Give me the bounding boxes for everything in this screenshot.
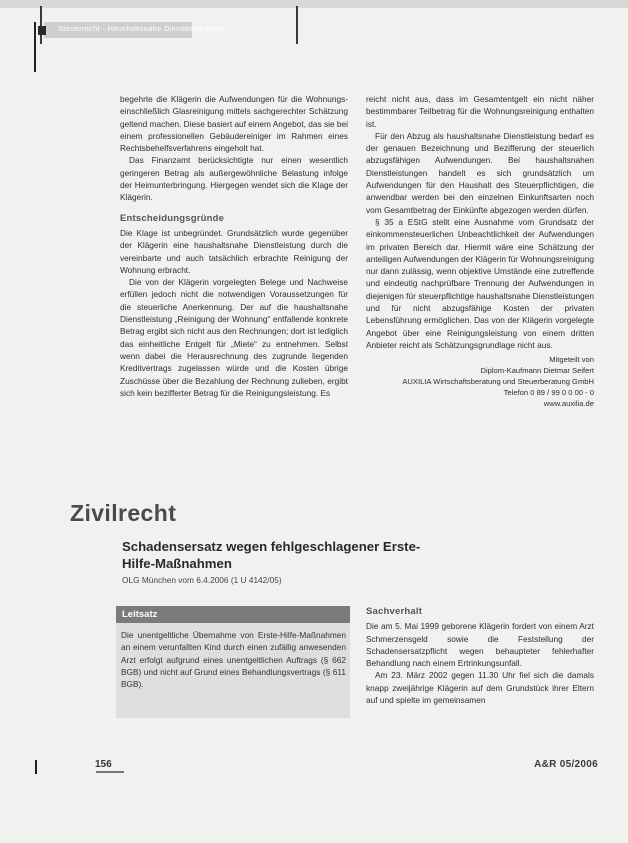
scan-edge: [0, 0, 628, 8]
court-reference: OLG München vom 6.4.2006 (1 U 4142/05): [122, 575, 282, 585]
right-column-top: [366, 93, 594, 409]
signature-line: Mitgeteilt von: [549, 355, 594, 365]
paragraph: reicht nicht aus, dass im Gesamtentgelt ein nicht näher bestimmbarer Teilbetrag für die Wohnungsreinigung enthalten ist.: [366, 94, 594, 129]
header-label: Steuerrecht · Haushaltsnahe Dienstleistungen: [58, 24, 225, 33]
paragraph: Die von der Klägerin vorgelegten Belege und Nachweise erfüllen jedoch nicht die notwendigen Voraussetzungen für die steuerliche Anerkennung. Der auf die haushaltsnahe Dienstleistung „Reinigung der Wohnung“ entfallende konkrete Betrag ergibt sich nicht aus den Rechnungen; dort ist lediglich das einheitliche Entgelt für „Miete“ zu entnehmen. Selbst wenn dabei die Herausrechnung des zugrunde liegenden Kreditvertrags zugelassen würde und die Kosten übrige Zuschüsse über die Bezahlung der Rechnung zulieben, ergibt sich kein bezifferter Betrag für die Reinigungsleistung. Es: [120, 277, 348, 398]
subheading: Sachverhalt: [366, 606, 423, 617]
subheading: Entscheidungsgründe: [120, 212, 225, 224]
scan-mark: [296, 6, 298, 44]
signature-line: www.auxilia.de: [543, 399, 594, 409]
scan-mark: [40, 6, 42, 44]
scan-mark: [35, 760, 37, 774]
paragraph: Die am 5. Mai 1999 geborene Klägerin fordert von einem Arzt Schmerzensgeld sowie die Feststellung der Schadensersatzpflicht wegen behaupteter fehlerhafter Behandlung nach einem Ertrinkungsunfall.: [366, 621, 594, 669]
signature-line: Telefon 0 89 / 99 0 0 00 - 0: [503, 388, 594, 398]
leitsatz-title: Leitsatz: [116, 606, 350, 623]
right-column-bottom: [366, 606, 594, 706]
paragraph: Am 23. März 2002 gegen 11.30 Uhr fiel sich die damals knapp zweijährige Klägerin auf dem Grundstück ihrer Eltern auf und spielte im gemeinsamen: [366, 670, 594, 706]
left-column-top: [120, 93, 348, 399]
paragraph: Das Finanzamt berücksichtigte nur einen wesentlich geringeren Betrag als außergewöhnliche Belastung infolge der Heimunterbringung. Hiergegen wendet sich die Klage der Klägerin.: [120, 155, 348, 203]
leitsatz-text: Die unentgeltliche Übernahme von Erste-Hilfe-Maßnahmen an einem verunfallten Kind durch einen zufällig anwesenden Arzt erfolgt aufgrund eines unentgeltlichen Auftrags (§ 662 BGB) und nicht auf Grund eines Behandlungsvertrags (§ 611 BGB).: [121, 630, 346, 690]
section-title: Zivilrecht: [70, 500, 177, 526]
paragraph: Die Klage ist unbegründet. Grundsätzlich wurde gegenüber der Klägerin eine haushaltsnahe Dienstleistung durch die vereinbarte und auch tatsächlich erbrachte Reinigung der Wohnung erbracht.: [120, 227, 348, 275]
paragraph: Für den Abzug als haushaltsnahe Dienstleistung bedarf es der genauen Bezeichnung und Bezifferung der steuerlich abzugsfähigen Aufwendungen. Bei haushaltsnahen Dienstleistungen handelt es sich grundsätzlich um Aufwendungen für den Haushalt des Steuerpflichtigen, die anwendbar werden bei den einzelnen Einkunftsarten noch vom Gesamtbetrag der Einkünfte abgezogen werden dürfen.: [366, 130, 594, 215]
paragraph: § 35 a EStG stellt eine Ausnahme vom Grundsatz der einkommensteuerlichen Unbeachtlichkeit der Aufwendungen im privaten Bereich dar. Hiermit wäre eine Schätzung der anteiligen Aufwendungen der Klägerin für Wohnungsreinigung nur dann zulässig, wenn objektive Umstände eine zutreffende und eindeutig nachprüfbare Trennung der Aufwendungen in diejenigen für steuerpflichtige haushaltsnahe Dienstleistungen und für nicht abzugsfähige Kosten der privaten Lebensführung ermöglichen. Das von der Klägerin vorgelegte Angebot über eine Reinigungsleistung von einem dritten Anbieter reicht als Schätzungsgrundlage nicht aus.: [366, 216, 594, 350]
signature-line: Diplom-Kaufmann Dietmar Seifert: [480, 366, 594, 376]
footer-rule: [96, 771, 124, 773]
signature-line: AUXILIA Wirtschaftsberatung und Steuerberatung GmbH: [402, 377, 594, 387]
gutter-line: [34, 22, 36, 72]
article-title: Schadensersatz wegen fehlgeschlagener Erste-Hilfe-Maßnahmen: [122, 539, 421, 571]
paragraph: begehrte die Klägerin die Aufwendungen für die Wohnungs- einschließlich Glasreinigung mittels sachgerechter Schätzung geltend machen. Diese basiert auf einem Angebot, das sie bei einem professionellen Gebäudereiniger im Rahmen eines Rechtsbehelfsverfahrens eingeholt hat.: [120, 94, 348, 154]
page-number: 156: [95, 759, 112, 770]
journal-reference: A&R 05/2006: [534, 759, 598, 770]
header-marker: [38, 26, 46, 35]
signature: [366, 354, 594, 409]
